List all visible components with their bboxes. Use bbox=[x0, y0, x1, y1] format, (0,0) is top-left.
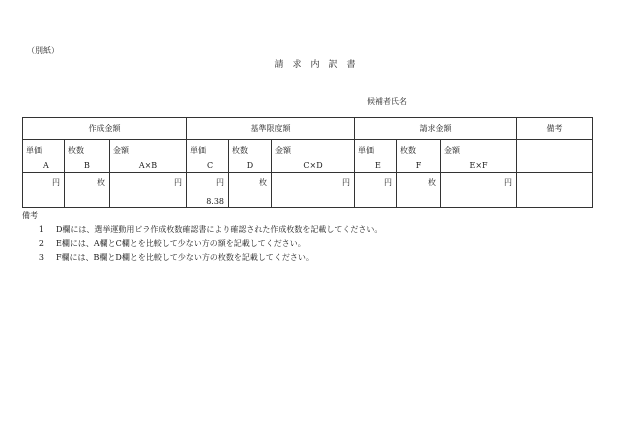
count-d-cell[interactable] bbox=[229, 173, 272, 208]
subheader-cell bbox=[272, 140, 355, 173]
claim-breakdown-table bbox=[22, 117, 593, 208]
subheader-code: D bbox=[246, 161, 254, 170]
subheader-name: 金額 bbox=[444, 146, 461, 155]
subheader-code: E×F bbox=[469, 161, 488, 170]
unit-sheets: 枚 bbox=[428, 178, 437, 187]
unit-yen: 円 bbox=[504, 178, 513, 187]
subheader-cell bbox=[397, 140, 441, 173]
unit-sheets: 枚 bbox=[259, 178, 267, 187]
unit-yen: 円 bbox=[174, 178, 182, 187]
subheader-code: B bbox=[84, 161, 90, 170]
amount-ab-cell[interactable] bbox=[110, 173, 187, 208]
remark-text: F欄には、B欄とD欄とを比較して少ない方の枚数を記載してください。 bbox=[56, 253, 314, 262]
subheader-code: A bbox=[43, 161, 49, 170]
remark-text: D欄には、選挙運動用ビラ作成枚数確認書により確認された作成枚数を記載してください。 bbox=[56, 225, 383, 234]
unit-yen: 円 bbox=[384, 178, 393, 187]
remarks-input-cell[interactable] bbox=[517, 173, 593, 208]
subheader-cell bbox=[355, 140, 397, 173]
subheader-code: A×B bbox=[138, 161, 158, 170]
subheader-code: E bbox=[375, 161, 381, 170]
remark-note bbox=[22, 238, 306, 249]
group-standard-limit: 基準限度額 bbox=[187, 118, 355, 140]
subheader-cell bbox=[23, 140, 65, 173]
remark-number: 2 bbox=[38, 239, 44, 248]
subheader-name: 単価 bbox=[358, 146, 375, 155]
count-b-cell[interactable] bbox=[65, 173, 110, 208]
unit-price-a-cell[interactable] bbox=[23, 173, 65, 208]
remark-text: E欄には、A欄とC欄とを比較して少ない方の額を記載してください。 bbox=[56, 239, 306, 248]
document-title: 請 求 内 訳 書 bbox=[274, 60, 356, 70]
remark-number: 1 bbox=[38, 225, 44, 234]
subheader-name: 単価 bbox=[26, 146, 42, 155]
subheader-code: F bbox=[415, 161, 422, 170]
remarks-cell bbox=[517, 140, 593, 173]
subheader-name: 枚数 bbox=[400, 146, 417, 155]
unit-price-e-cell[interactable] bbox=[355, 173, 397, 208]
remark-note bbox=[22, 224, 382, 235]
subheader-cell bbox=[441, 140, 517, 173]
subheader-cell bbox=[187, 140, 229, 173]
remark-note bbox=[22, 252, 314, 263]
subheader-name: 金額 bbox=[275, 146, 291, 155]
unit-sheets: 枚 bbox=[97, 178, 105, 187]
unit-yen: 円 bbox=[216, 178, 224, 187]
unit-yen: 円 bbox=[52, 178, 60, 187]
group-creation-amount: 作成金額 bbox=[23, 118, 187, 140]
group-remarks: 備考 bbox=[517, 118, 593, 140]
unit-yen: 円 bbox=[342, 178, 351, 187]
group-claim-amount: 請求金額 bbox=[355, 118, 517, 140]
attachment-tag: （別紙） bbox=[27, 46, 59, 55]
count-f-cell[interactable] bbox=[397, 173, 441, 208]
subheader-code: C bbox=[207, 161, 214, 170]
subheader-code: C×D bbox=[303, 161, 323, 170]
subheader-name: 金額 bbox=[113, 146, 129, 155]
amount-cd-cell[interactable] bbox=[272, 173, 355, 208]
unit-price-c-cell[interactable] bbox=[187, 173, 229, 208]
remarks-title: 備考 bbox=[22, 211, 38, 220]
subheader-name: 枚数 bbox=[68, 146, 84, 155]
remark-number: 3 bbox=[38, 253, 44, 262]
amount-ef-cell[interactable] bbox=[441, 173, 517, 208]
subheader-cell bbox=[65, 140, 110, 173]
unit-price-c-value: 8.38 bbox=[206, 197, 224, 206]
subheader-name: 単価 bbox=[190, 146, 206, 155]
subheader-cell bbox=[229, 140, 272, 173]
subheader-cell bbox=[110, 140, 187, 173]
candidate-name-label: 候補者氏名 bbox=[367, 97, 407, 106]
subheader-name: 枚数 bbox=[232, 146, 248, 155]
